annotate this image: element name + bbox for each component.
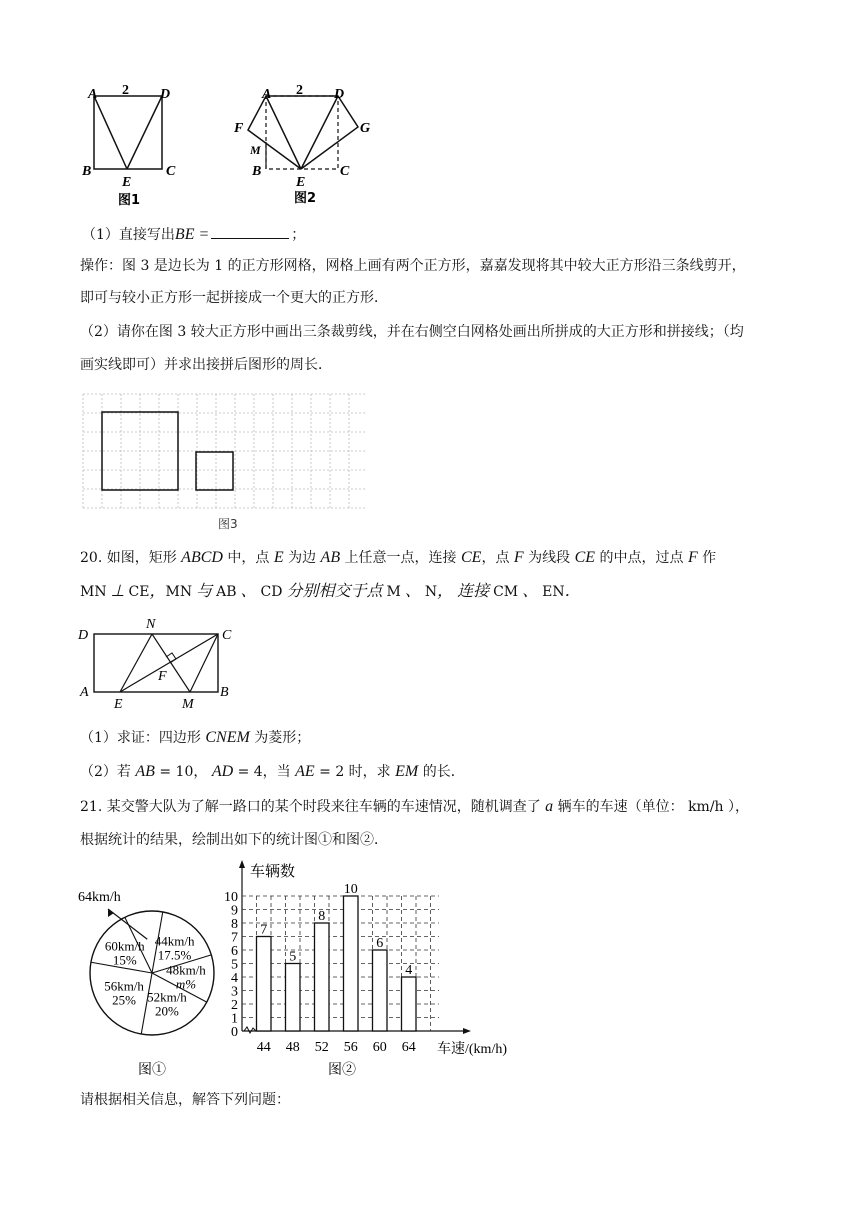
y-tick-label: 6 [231,944,238,959]
line-de [127,96,162,169]
label-e: E [296,175,306,190]
x-axis-arrow-icon [463,1028,471,1034]
math-symbol: ABCD [181,549,223,566]
x-tick-label: 64 [401,1040,416,1055]
bar-caption: 图② [328,1063,356,1078]
text-segment: CD [260,584,283,600]
bar-value-label: 6 [376,936,384,951]
pie-slice-label: 44km/h [154,933,195,949]
bar [286,964,301,1032]
pie-slice-label: 48km/h [166,962,206,978]
square-abcd [94,96,162,169]
math-symbol: CE [574,549,596,566]
math-symbol: CE [461,549,482,566]
text-segment: ，点 [481,550,514,566]
x-tick-label: 44 [256,1040,271,1055]
bar [257,937,272,1032]
label-c: C [340,164,350,179]
label-b: B [252,164,262,179]
math-symbol: F [513,549,524,566]
text-segment: 辆车的车速（单位： km/h ）， [553,799,750,815]
text-segment: MN [80,584,107,600]
text-segment: 为菱形； [249,730,311,746]
q20-part1 [80,728,310,748]
label-m: M [182,697,194,710]
line-ce [120,634,218,692]
math-symbol: EM [395,763,419,780]
y-tick-label: 4 [231,971,238,986]
figure-2 [226,80,376,210]
math-symbol: 与 [192,583,217,600]
line-en [120,634,152,692]
arrow-head-icon [108,909,114,917]
bar-value-label: 8 [318,909,326,924]
pie-slice-percent: 25% [112,992,136,1008]
x-tick-label: 60 [372,1040,387,1055]
math-symbol: a [545,798,554,815]
math-symbol: ， 连接 [437,583,494,600]
y-axis-label: 车辆数 [250,864,296,880]
figure-1 [78,80,188,210]
bar [315,923,330,1031]
text-segment: 20. 如图，矩形 [80,550,182,566]
pie-slice-percent: 15% [112,952,137,968]
label-side: 2 [122,83,129,98]
y-tick-label: 8 [231,917,238,932]
q20-part2 [80,762,465,782]
pie-chart [76,856,226,1082]
text-segment: EN [542,584,565,600]
q19-operation-line2: 即可与较小正方形一起拼接成一个更大的正方形． [80,290,388,306]
bar-value-label: 7 [260,922,268,938]
y-tick-label: 10 [224,890,238,905]
q19-part1-suffix: ； [291,227,306,243]
figure-q20-rectangle [76,614,246,710]
pie-slice-label: 60km/h [104,938,145,954]
bar [373,950,388,1031]
figure-3-caption: 图3 [218,517,238,531]
label-a: A [80,685,89,700]
figure-2-caption: 图2 [294,191,317,206]
text-segment: （2）若 [80,764,136,780]
y-tick-label: 3 [231,984,238,1000]
x-tick-label: 48 [285,1040,300,1055]
label-side: 2 [296,83,303,98]
math-symbol: AB [320,549,341,566]
label-f: F [234,121,244,136]
text-segment: （1）求证：四边形 [80,730,206,746]
label-m: M [250,143,261,157]
text-segment: 的长． [418,764,465,780]
triangle-afe [248,96,301,169]
text-segment: 21. 某交警大队为了解一路口的某个时段来往车辆的车速情况，随机调查了 [80,799,546,815]
math-symbol: ⊥ [106,583,129,600]
text-segment: MN [165,584,193,600]
math-symbol: AD [211,763,234,780]
label-e: E [114,697,123,710]
text-segment: CM [493,584,519,600]
label-d: D [160,87,171,102]
q21-line2: 根据统计的结果，绘制出如下的统计图①和图②． [80,832,388,848]
q19-part1-math: BE = [174,226,210,243]
label-d: D [78,628,89,643]
text-segment: 为边 [283,550,321,566]
pie-slice-label: 64km/h [78,890,121,905]
label-d: D [334,87,345,102]
y-tick-label: 5 [231,957,238,973]
q19-part2-line1: （2）请你在图 3 较大正方形中画出三条裁剪线，并在右侧空白网格处画出所拼成的大正方形和拼接线；（均 [80,324,744,340]
math-symbol: 、 [518,583,543,600]
answer-blank[interactable] [211,224,289,239]
x-axis-label: 车速/(km/h) [437,1042,507,1057]
bar-value-label: 5 [289,949,297,965]
text-segment: N [424,584,438,600]
label-g: G [360,121,371,136]
y-tick-label: 9 [231,903,238,919]
figure-1-caption: 图1 [118,193,141,208]
x-tick-label: 52 [314,1040,329,1055]
math-symbol: AE [295,763,315,780]
text-segment: AB [216,584,237,600]
text-segment: 的中点，过点 [595,550,688,566]
y-tick-label: 2 [231,998,238,1013]
pie-slice-label: 52km/h [147,989,187,1005]
line-ae [94,96,127,169]
label-n: N [146,617,156,632]
bar-chart [222,856,512,1082]
label-f: F [158,669,167,684]
math-symbol: F [687,549,698,566]
label-a: A [262,87,272,102]
text-segment: = 10， [154,764,212,780]
x-tick-label: 56 [343,1040,358,1055]
axis-break-icon [244,1027,256,1033]
text-segment: CE [128,584,150,600]
text-segment: 作 [697,550,717,566]
text-segment: = 2 时，求 [314,764,396,780]
label-a: A [88,87,98,102]
label-c: C [166,164,176,179]
bar-value-label: 4 [405,963,413,978]
triangle-dge [301,96,358,169]
y-tick-label: 7 [231,930,238,946]
small-square [196,452,233,490]
pie-slice-percent: 20% [155,1003,179,1019]
q20-line1 [80,548,716,568]
label-e: E [122,175,132,190]
label-b: B [82,164,92,179]
text-segment: 上任意一点，连接 [340,550,461,566]
text-segment: = 4，当 [233,764,296,780]
label-b: B [220,685,229,700]
q21-line1 [80,797,749,817]
pie-slice-percent: 17.5% [157,947,192,963]
y-tick-label: 0 [231,1025,238,1040]
math-symbol: 、 [236,583,261,600]
text-segment: 为线段 [523,550,575,566]
pie-slice-label: 56km/h [104,978,144,994]
square-abcd-dashed [266,96,338,169]
q21-closing: 请根据相关信息，解答下列问题： [80,1092,290,1108]
math-symbol: CNEM [205,729,250,746]
q19-part2-line2: 画实线即可）并求出接拼后图形的周长． [80,357,332,373]
bar [402,977,417,1031]
bar [344,896,359,1031]
pie-caption: 图① [138,1063,166,1078]
math-symbol: 分别相交于点 [282,583,387,600]
math-symbol: ， [149,583,166,600]
y-axis-arrow-icon [239,860,245,868]
pie-slice-percent: m% [175,976,197,992]
text-segment: 中，点 [222,550,274,566]
y-tick-label: 1 [231,1011,238,1027]
q19-operation-line1: 操作：图 3 是边长为 1 的正方形网格，网格上画有两个正方形，嘉嘉发现将其中较大正方形沿三条线剪开， [80,258,746,274]
q19-part1 [82,224,305,245]
math-symbol: AB [135,763,155,780]
label-c: C [222,628,232,643]
bar-value-label: 10 [343,882,358,897]
q19-part1-prefix: （1）直接写出 [82,227,175,243]
text-segment: M [386,584,401,600]
math-symbol: 、 [400,583,425,600]
q20-line2 [80,582,581,602]
math-symbol: ． [564,583,581,600]
figure-3-grid [80,392,370,532]
math-symbol: E [273,549,284,566]
rectangle-abcd [94,634,218,692]
